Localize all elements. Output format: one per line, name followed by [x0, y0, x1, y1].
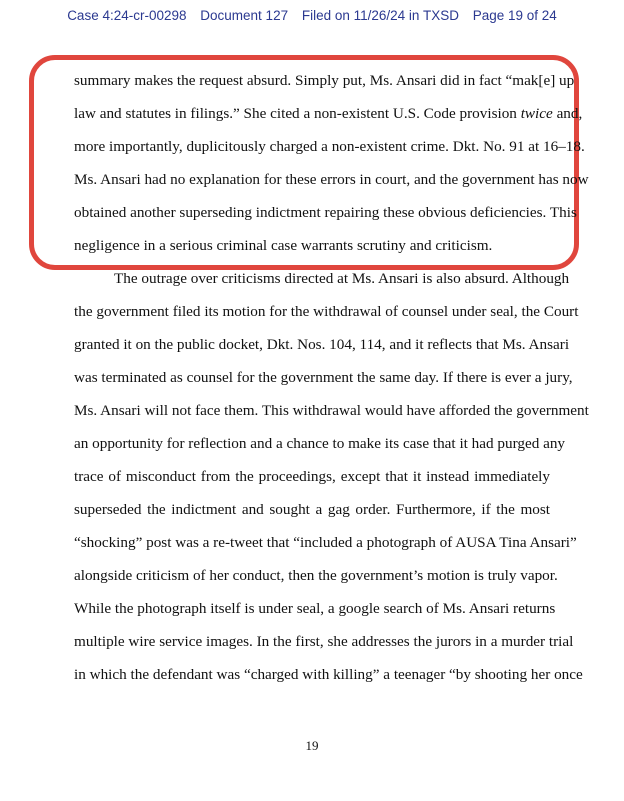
text-line: granted it on the public docket, Dkt. Nos. 104, 114, and it reflects that Ms. Ansari: [74, 336, 570, 353]
paragraph-body: [74, 262, 589, 691]
text-line: trace of misconduct from the proceedings, except that it instead immediately: [74, 468, 550, 485]
text-line: multiple wire service images. In the first, she addresses the jurors in a murder trial: [74, 633, 574, 650]
text-line: Ms. Ansari will not face them. This withdrawal would have afforded the government: [74, 402, 589, 419]
filed-date: Filed on 11/26/24 in TXSD: [301, 8, 459, 23]
text-line: negligence in a serious criminal case warrants scrutiny and criticism.: [74, 237, 493, 254]
text-line: the government filed its motion for the withdrawal of counsel under seal, the Court: [74, 303, 579, 320]
text-segment: law and statutes in filings.” She cited a non-existent U.S. Code provision: [74, 105, 521, 122]
text-line: in which the defendant was “charged with killing” a teenager “by shooting her once: [74, 666, 583, 683]
case-number: Case 4:24-cr-00298: [67, 8, 187, 23]
italic-emphasis: twice: [520, 105, 553, 122]
text-line: an opportunity for reflection and a chance to make its case that it had purged any: [74, 435, 566, 452]
text-line: more importantly, duplicitously charged a non-existent crime. Dkt. No. 91 at 16–18.: [74, 138, 585, 155]
text-line: “shocking” post was a re-tweet that “included a photograph of AUSA Tina Ansari”: [74, 534, 577, 551]
document-number: Document 127: [200, 8, 289, 23]
ecf-header: [0, 8, 624, 23]
text-line: obtained another superseding indictment repairing these obvious deficiencies. This: [74, 204, 577, 221]
page-indicator: Page 19 of 24: [472, 8, 557, 23]
text-line: The outrage over criticisms directed at Ms. Ansari is also absurd. Although: [114, 270, 570, 287]
text-line: alongside criticism of her conduct, then the government’s motion is truly vapor.: [74, 567, 558, 584]
page-number: 19: [305, 738, 319, 753]
text-line: summary makes the request absurd. Simply put, Ms. Ansari did in fact “mak[e] up: [74, 72, 575, 89]
text-line: Ms. Ansari had no explanation for these errors in court, and the government has now: [74, 171, 589, 188]
text-line: superseded the indictment and sought a gag order. Furthermore, if the most: [74, 501, 550, 518]
paragraph-highlighted: [74, 64, 589, 262]
text-line: While the photograph itself is under seal, a google search of Ms. Ansari returns: [74, 600, 556, 617]
text-line: was terminated as counsel for the government the same day. If there is ever a jury,: [74, 369, 573, 386]
text-segment: and,: [552, 105, 583, 122]
text-line: [74, 97, 583, 130]
